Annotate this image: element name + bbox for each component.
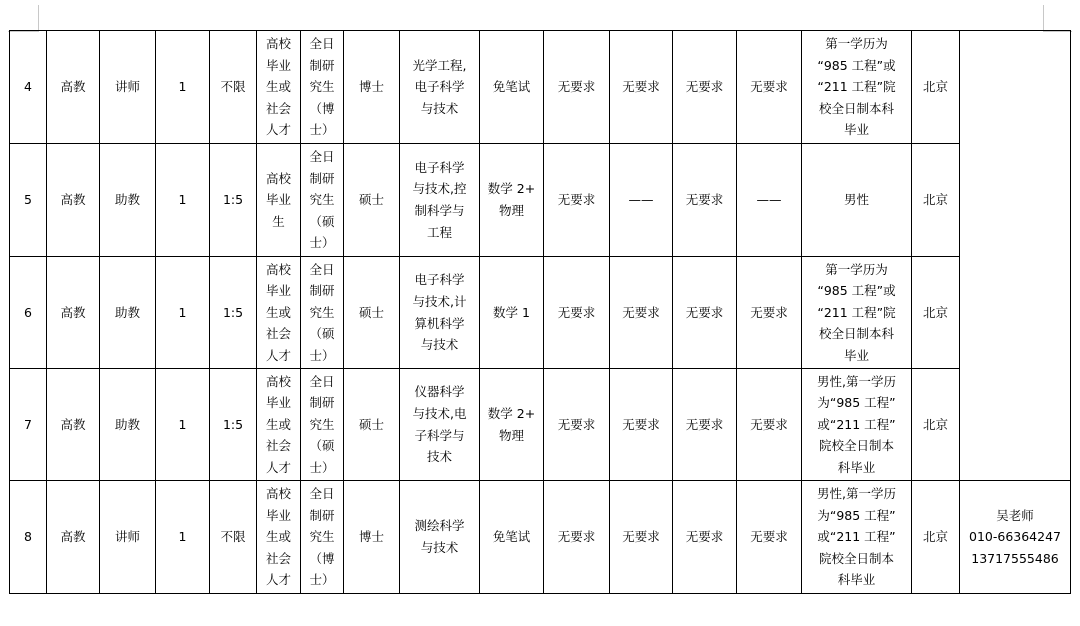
- cell-contact: [960, 481, 1071, 594]
- cell-requirement-3: 无要求: [673, 31, 737, 144]
- cell-title: 助教: [100, 144, 156, 257]
- cell-title: 讲师: [100, 481, 156, 594]
- cell-major: 电子科学 与技术,计 算机科学 与技术: [400, 257, 480, 369]
- cell-category: 高教: [47, 31, 100, 144]
- cell-source: 高校 毕业 生或 社会 人才: [257, 31, 301, 144]
- table-row: [10, 257, 1071, 369]
- recruitment-table: [9, 30, 1071, 594]
- cell-ratio: 1:5: [210, 369, 257, 481]
- cell-count: 1: [156, 369, 210, 481]
- cell-count: 1: [156, 481, 210, 594]
- contact-name: 吴老师: [996, 507, 1034, 523]
- cell-requirement-1: 无要求: [544, 481, 610, 594]
- cell-category: 高教: [47, 144, 100, 257]
- cell-requirement-2: ——: [610, 144, 673, 257]
- cell-category: 高教: [47, 257, 100, 369]
- page-corner-mark-right: [1043, 5, 1044, 32]
- cell-requirement-4: 无要求: [737, 369, 802, 481]
- cell-major: 仪器科学 与技术,电 子科学与 技术: [400, 369, 480, 481]
- cell-major: 电子科学 与技术,控 制科学与 工程: [400, 144, 480, 257]
- cell-other-requirements: 男性,第一学历 为“985 工程” 或“211 工程” 院校全日制本 科毕业: [802, 481, 912, 594]
- cell-source: 高校 毕业 生或 社会 人才: [257, 481, 301, 594]
- cell-count: 1: [156, 31, 210, 144]
- cell-exam: 数学 1: [480, 257, 544, 369]
- cell-education: 全日 制研 究生 （博 士）: [301, 31, 344, 144]
- cell-no: 8: [10, 481, 47, 594]
- cell-degree: 硕士: [344, 144, 400, 257]
- cell-major: 测绘科学 与技术: [400, 481, 480, 594]
- cell-degree: 博士: [344, 31, 400, 144]
- cell-other-requirements: 男性: [802, 144, 912, 257]
- cell-education: 全日 制研 究生 （硕 士）: [301, 257, 344, 369]
- cell-requirement-1: 无要求: [544, 144, 610, 257]
- cell-education: 全日 制研 究生 （硕 士）: [301, 144, 344, 257]
- cell-major: 光学工程, 电子科学 与技术: [400, 31, 480, 144]
- cell-exam: 数学 2+ 物理: [480, 144, 544, 257]
- cell-degree: 博士: [344, 481, 400, 594]
- cell-requirement-4: 无要求: [737, 481, 802, 594]
- cell-requirement-3: 无要求: [673, 481, 737, 594]
- cell-ratio: 1:5: [210, 144, 257, 257]
- table-row: [10, 369, 1071, 481]
- cell-location: 北京: [912, 31, 960, 144]
- cell-requirement-2: 无要求: [610, 481, 673, 594]
- cell-source: 高校 毕业 生或 社会 人才: [257, 257, 301, 369]
- cell-count: 1: [156, 144, 210, 257]
- table-row: [10, 144, 1071, 257]
- cell-source: 高校 毕业 生或 社会 人才: [257, 369, 301, 481]
- cell-requirement-2: 无要求: [610, 31, 673, 144]
- contact-mobile: 13717555486: [971, 550, 1059, 566]
- cell-education: 全日 制研 究生 （硕 士）: [301, 369, 344, 481]
- cell-no: 5: [10, 144, 47, 257]
- cell-count: 1: [156, 257, 210, 369]
- cell-other-requirements: 第一学历为 “985 工程”或 “211 工程”院 校全日制本科 毕业: [802, 257, 912, 369]
- cell-location: 北京: [912, 257, 960, 369]
- cell-requirement-3: 无要求: [673, 257, 737, 369]
- cell-other-requirements: 男性,第一学历 为“985 工程” 或“211 工程” 院校全日制本 科毕业: [802, 369, 912, 481]
- cell-degree: 硕士: [344, 257, 400, 369]
- table-row: [10, 31, 1071, 144]
- cell-requirement-4: ——: [737, 144, 802, 257]
- cell-other-requirements: 第一学历为 “985 工程”或 “211 工程”院 校全日制本科 毕业: [802, 31, 912, 144]
- cell-education: 全日 制研 究生 （博 士）: [301, 481, 344, 594]
- cell-no: 4: [10, 31, 47, 144]
- cell-requirement-3: 无要求: [673, 144, 737, 257]
- page-corner-mark-left: [38, 5, 39, 32]
- cell-no: 6: [10, 257, 47, 369]
- cell-exam: 免笔试: [480, 481, 544, 594]
- cell-category: 高教: [47, 481, 100, 594]
- cell-ratio: 1:5: [210, 257, 257, 369]
- cell-requirement-3: 无要求: [673, 369, 737, 481]
- contact-phone: 010-66364247: [969, 529, 1061, 545]
- cell-category: 高教: [47, 369, 100, 481]
- cell-location: 北京: [912, 369, 960, 481]
- cell-title: 讲师: [100, 31, 156, 144]
- cell-requirement-2: 无要求: [610, 369, 673, 481]
- cell-source: 高校 毕业 生: [257, 144, 301, 257]
- cell-requirement-4: 无要求: [737, 257, 802, 369]
- cell-title: 助教: [100, 369, 156, 481]
- cell-ratio: 不限: [210, 481, 257, 594]
- table-row: [10, 481, 1071, 594]
- cell-requirement-1: 无要求: [544, 257, 610, 369]
- cell-requirement-1: 无要求: [544, 369, 610, 481]
- cell-no: 7: [10, 369, 47, 481]
- cell-requirement-4: 无要求: [737, 31, 802, 144]
- cell-title: 助教: [100, 257, 156, 369]
- cell-degree: 硕士: [344, 369, 400, 481]
- cell-contact-empty: [960, 31, 1071, 481]
- cell-requirement-2: 无要求: [610, 257, 673, 369]
- cell-location: 北京: [912, 144, 960, 257]
- cell-requirement-1: 无要求: [544, 31, 610, 144]
- cell-exam: 数学 2+ 物理: [480, 369, 544, 481]
- cell-location: 北京: [912, 481, 960, 594]
- cell-ratio: 不限: [210, 31, 257, 144]
- cell-exam: 免笔试: [480, 31, 544, 144]
